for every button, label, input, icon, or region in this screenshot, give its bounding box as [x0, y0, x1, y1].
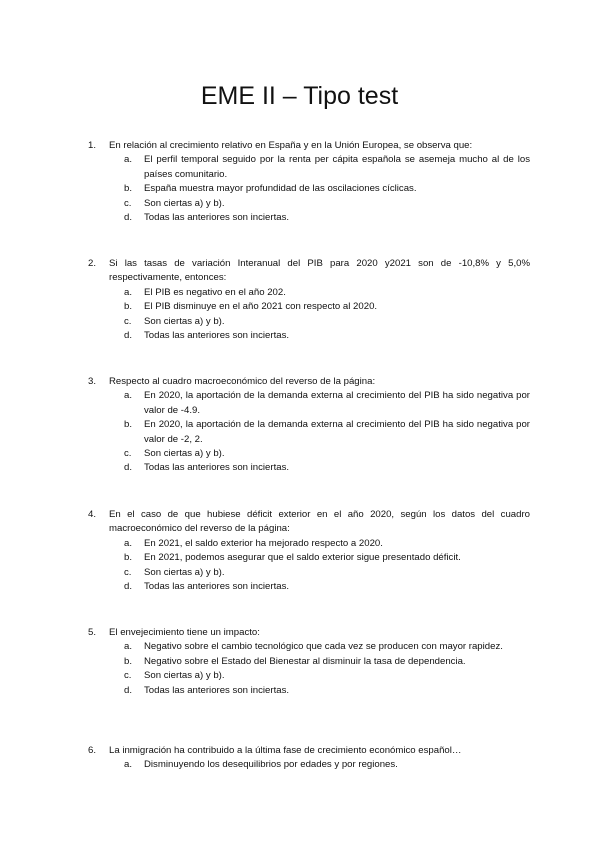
option-a — [88, 537, 530, 551]
option-letter: a. — [124, 390, 133, 402]
option-letter: d. — [124, 462, 133, 474]
question-1 — [88, 139, 530, 225]
question-text: El envejecimiento tiene un impacto: — [109, 627, 260, 638]
option-a — [88, 153, 530, 182]
option-letter: d. — [124, 330, 133, 342]
option-c — [88, 315, 530, 329]
option-c — [88, 197, 530, 211]
question-text: La inmigración ha contribuido a la última fase de crecimiento económico español… — [109, 745, 462, 756]
option-text: Todas las anteriores son inciertas. — [144, 684, 290, 696]
option-text: Disminuyendo los desequilibrios por edades y por regiones. — [144, 759, 398, 771]
option-letter: a. — [124, 537, 133, 549]
question-number: 1. — [88, 140, 97, 151]
option-b — [88, 551, 530, 565]
option-letter: a. — [124, 641, 133, 653]
option-text: Negativo sobre el Estado del Bienestar al disminuir la tasa de dependencia. — [144, 655, 466, 667]
option-letter: c. — [124, 448, 132, 460]
option-letter: b. — [124, 183, 133, 195]
option-text: Todas las anteriores son inciertas. — [144, 212, 290, 224]
option-a — [88, 286, 530, 300]
option-text: Son ciertas a) y b). — [144, 315, 225, 327]
option-text: Son ciertas a) y b). — [144, 566, 225, 578]
question-number: 6. — [88, 745, 97, 756]
option-text: El PIB disminuye en el año 2021 con respecto al 2020. — [144, 301, 378, 313]
question-number: 4. — [88, 509, 97, 520]
option-letter: c. — [124, 670, 132, 682]
option-letter: c. — [124, 566, 132, 578]
option-letter: d. — [124, 684, 133, 696]
question-number: 3. — [88, 376, 97, 387]
option-text: El perfil temporal seguido por la renta per cápita española se asemeja mucho al de los países comunitario. — [144, 154, 530, 180]
option-b — [88, 182, 530, 196]
option-letter: a. — [124, 154, 133, 166]
option-letter: d. — [124, 581, 133, 593]
question-text: Si las tasas de variación Interanual del PIB para 2020 y2021 son de -10,8% y 5,0% respectivamente, entonces: — [109, 258, 530, 284]
option-b — [88, 655, 530, 669]
option-text: El PIB es negativo en el año 202. — [144, 286, 286, 298]
question-3 — [88, 375, 530, 476]
option-text: En 2020, la aportación de la demanda externa al crecimiento del PIB ha sido negativa por valor de -2, 2. — [144, 419, 530, 445]
question-4 — [88, 508, 530, 594]
option-b — [88, 418, 530, 447]
option-text: Todas las anteriores son inciertas. — [144, 330, 290, 342]
question-6 — [88, 744, 530, 773]
option-text: Todas las anteriores son inciertas. — [144, 462, 290, 474]
option-letter: d. — [124, 212, 133, 224]
option-d — [88, 684, 530, 698]
option-letter: c. — [124, 197, 132, 209]
option-c — [88, 566, 530, 580]
option-letter: b. — [124, 552, 133, 564]
question-text: En el caso de que hubiese déficit exterior en el año 2020, según los datos del cuadro macroeconómico del reverso de la página: — [109, 509, 530, 535]
option-letter: a. — [124, 286, 133, 298]
page-title: EME II – Tipo test — [200, 82, 399, 110]
option-d — [88, 580, 530, 594]
option-b — [88, 300, 530, 314]
option-a — [88, 389, 530, 418]
option-text: En 2021, el saldo exterior ha mejorado respecto a 2020. — [144, 537, 383, 549]
option-text: España muestra mayor profundidad de las oscilaciones cíclicas. — [144, 183, 417, 195]
option-letter: c. — [124, 315, 132, 327]
option-a — [88, 640, 530, 654]
question-number: 2. — [88, 258, 97, 269]
option-a — [88, 758, 530, 772]
question-number: 5. — [88, 627, 97, 638]
question-text: En relación al crecimiento relativo en España y en la Unión Europea, se observa que: — [109, 140, 473, 151]
option-text: Todas las anteriores son inciertas. — [144, 581, 290, 593]
option-letter: b. — [124, 419, 133, 431]
question-5 — [88, 626, 530, 698]
question-2 — [88, 257, 530, 343]
option-text: En 2021, podemos asegurar que el saldo exterior sigue presentado déficit. — [144, 552, 461, 564]
option-letter: a. — [124, 759, 133, 771]
option-c — [88, 447, 530, 461]
option-text: En 2020, la aportación de la demanda externa al crecimiento del PIB ha sido negativa por valor de -4.9. — [144, 390, 530, 416]
option-c — [88, 669, 530, 683]
option-text: Negativo sobre el cambio tecnológico que cada vez se producen con mayor rapidez. — [144, 641, 503, 653]
option-letter: b. — [124, 655, 133, 667]
option-d — [88, 211, 530, 225]
option-text: Son ciertas a) y b). — [144, 448, 225, 460]
option-d — [88, 461, 530, 475]
question-text: Respecto al cuadro macroeconómico del reverso de la página: — [109, 376, 376, 387]
option-letter: b. — [124, 301, 133, 313]
option-d — [88, 329, 530, 343]
option-text: Son ciertas a) y b). — [144, 670, 225, 682]
option-text: Son ciertas a) y b). — [144, 197, 225, 209]
